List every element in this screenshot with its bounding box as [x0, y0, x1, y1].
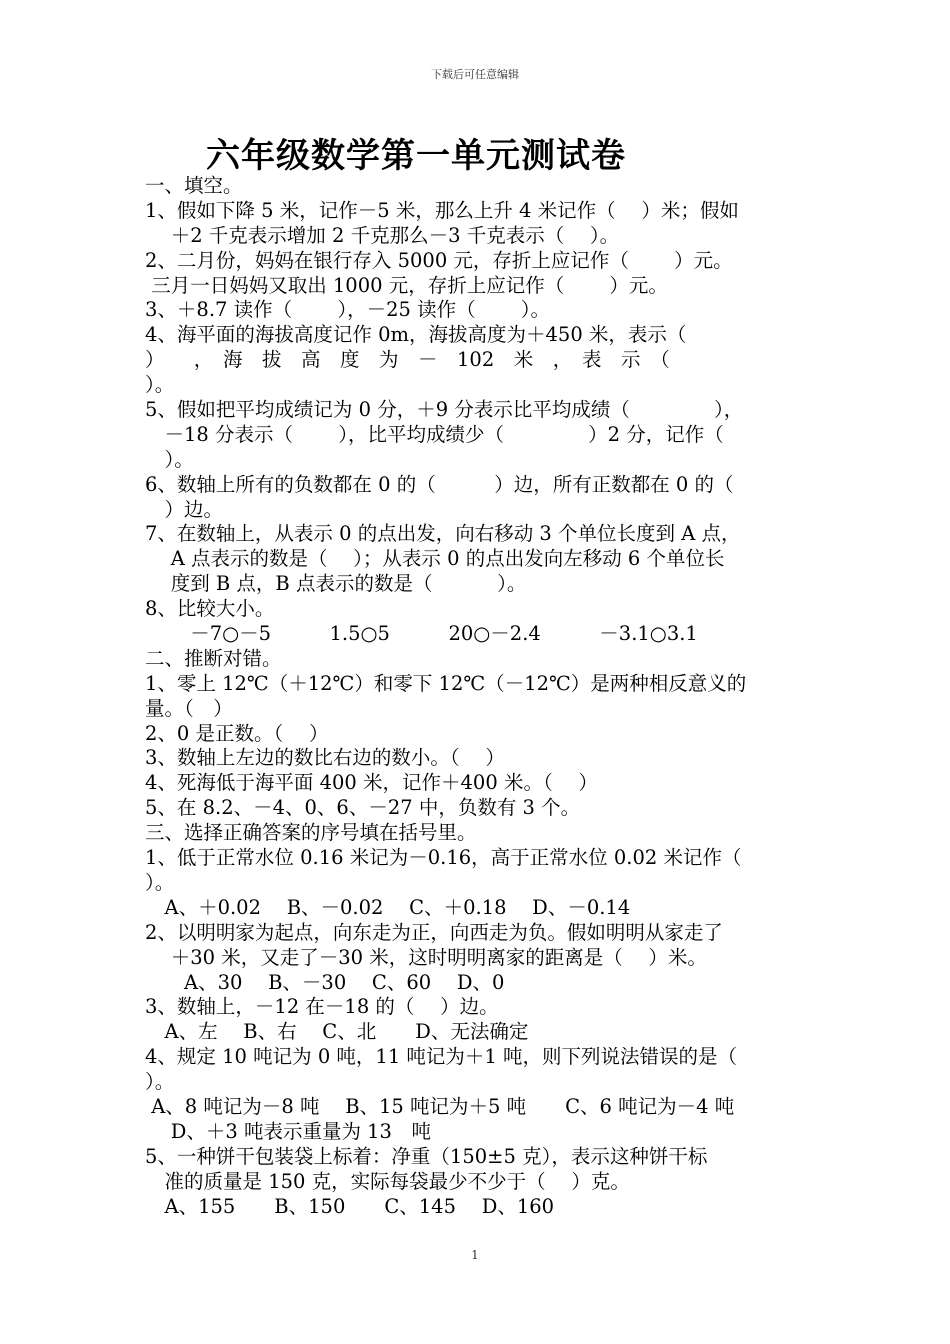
question-line: ＋2 千克表示增加 2 千克那么－3 千克表示（ ）。: [145, 223, 620, 247]
answer-options: A、30 B、－30 C、60 D、0: [145, 970, 505, 994]
question-line: 8、比较大小。: [145, 597, 275, 621]
question-line: ＋30 米，又走了－30 米，这时明明离家的距离是（ ）米。: [145, 945, 707, 969]
section-multiple-choice-heading: 三、选择正确答案的序号填在括号里。: [145, 821, 477, 845]
question-line: 1、低于正常水位 0.16 米记为－0.16，高于正常水位 0.02 米记作（: [145, 846, 742, 870]
question-line: 度到 B 点，B 点表示的数是（ ）。: [145, 572, 527, 596]
question-line: 4、海平面的海拔高度记作 0m，海拔高度为＋450 米，表示（: [145, 323, 687, 347]
question-line: 6、数轴上所有的负数都在 0 的（ ）边，所有正数都在 0 的（: [145, 472, 734, 496]
section-true-false-heading: 二、推断对错。: [145, 646, 282, 670]
question-line: 2、二月份，妈妈在银行存入 5000 元，存折上应记作（ ）元。: [145, 248, 733, 272]
question-line: ） ， 海 拔 高 度 为 － 102 米 ， 表 示 （: [145, 348, 670, 372]
question-line: ）。: [145, 447, 194, 471]
page-title: 六年级数学第一单元测试卷: [206, 136, 626, 176]
answer-options: A、左 B、右 C、北 D、无法确定: [145, 1020, 529, 1044]
question-line: 2、以明明家为起点，向东走为正，向西走为负。假如明明从家走了: [145, 920, 723, 944]
question-line: ）。: [145, 373, 175, 397]
question-line: 3、数轴上左边的数比右边的数小。（ ）: [145, 746, 505, 770]
question-line: 3、数轴上，－12 在－18 的（ ）边。: [145, 995, 499, 1019]
question-line: 1、假如下降 5 米，记作－5 米，那么上升 4 米记作（ ）米；假如: [145, 198, 739, 222]
question-line: 三月一日妈妈又取出 1000 元，存折上应记作（ ）元。: [145, 273, 668, 297]
question-line: A 点表示的数是（ ）；从表示 0 的点出发向左移动 6 个单位长: [145, 547, 725, 571]
comparison-line: －7○－5 1.5○5 20○－2.4 －3.1○3.1: [145, 622, 698, 646]
question-line: 3、＋8.7 读作（ ），－25 读作（ ）。: [145, 298, 551, 322]
answer-options: D、＋3 吨表示重量为 13 吨: [145, 1119, 431, 1143]
question-line: 1、零上 12℃（＋12℃）和零下 12℃（－12℃）是两种相反意义的: [145, 671, 747, 695]
answer-options: A、8 吨记为－8 吨 B、15 吨记为＋5 吨 C、6 吨记为－4 吨: [145, 1094, 735, 1118]
question-line: －18 分表示（ ），比平均成绩少（ ）2 分，记作（: [145, 422, 724, 446]
question-line: 5、假如把平均成绩记为 0 分，＋9 分表示比平均成绩（ ），: [145, 398, 744, 422]
question-line: 2、0 是正数。（ ）: [145, 721, 329, 745]
header-note: 下载后可任意编辑: [431, 68, 519, 81]
question-line: ）。: [145, 1070, 175, 1094]
question-line: 4、死海低于海平面 400 米，记作＋400 米。（ ）: [145, 771, 598, 795]
question-line: 7、在数轴上，从表示 0 的点出发，向右移动 3 个单位长度到 A 点，: [145, 522, 741, 546]
exam-content: [145, 174, 811, 1219]
question-line: 4、规定 10 吨记为 0 吨，11 吨记为＋1 吨，则下列说法错误的是（: [145, 1045, 738, 1069]
page-number: 1: [471, 1248, 479, 1262]
question-line: 5、在 8.2、－4、0、6、－27 中，负数有 3 个。: [145, 796, 581, 820]
question-line: ）边。: [145, 497, 224, 521]
question-line: 5、一种饼干包装袋上标着：净重（150±5 克），表示这种饼干标: [145, 1144, 708, 1168]
answer-options: A、155 B、150 C、145 D、160: [145, 1194, 555, 1218]
question-line: 准的质量是 150 克，实际每袋最少不少于（ ）克。: [145, 1169, 630, 1193]
question-line: ）。: [145, 870, 175, 894]
answer-options: A、＋0.02 B、－0.02 C、＋0.18 D、－0.14: [145, 895, 631, 919]
section-fill-blank-heading: 一、填空。: [145, 174, 243, 197]
question-line: 量。（ ）: [145, 696, 233, 720]
